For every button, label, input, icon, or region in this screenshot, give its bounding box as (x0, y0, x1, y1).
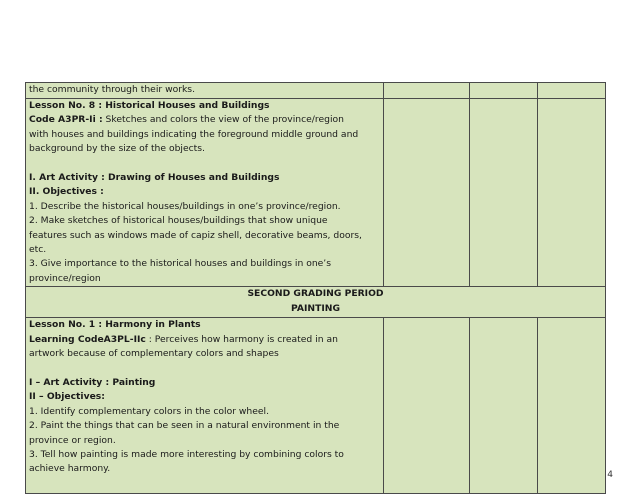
lesson-8-objective-line: 3. Give importance to the historical houses and buildings in one’s (29, 258, 332, 270)
lesson-1-objective-line: 1. Identify complementary colors in the color wheel. (29, 405, 270, 417)
table-row-lesson-8 (26, 99, 606, 287)
lesson-1-activity: I – Art Activity : Painting (29, 376, 156, 388)
lesson-8-objective-line: province/region (29, 272, 101, 284)
lesson-8-objective-line: 1. Describe the historical houses/buildings in one’s province/region. (29, 200, 341, 212)
lesson-8-code-text: Sketches and colors the view of the province/region (102, 114, 344, 126)
continued-cell (26, 83, 384, 99)
lesson-8-objective-line: features such as windows made of capiz shell, decorative beams, doors, (29, 229, 362, 241)
lesson-8-title: Lesson No. 8 : Historical Houses and Buildings (29, 100, 270, 111)
lesson-1-title: Lesson No. 1 : Harmony in Plants (29, 319, 201, 331)
lesson-1-objectives-label: II – Objectives: (29, 391, 105, 403)
lesson-1-desc-line: artwork because of complementary colors and shapes (29, 348, 279, 360)
lesson-1-objective-line: 2. Paint the things that can be seen in a natural environment in the (29, 420, 340, 432)
lesson-1-code-text: : Perceives how harmony is created in an (145, 333, 338, 345)
empty-cell (384, 83, 470, 99)
lesson-1-objective-line: province or region. (29, 434, 116, 446)
lesson-1-code-label: Learning CodeA3PL-IIc (29, 333, 146, 345)
page-number: 4 (607, 470, 613, 480)
table-row-lesson-1 (26, 318, 606, 494)
lesson-8-desc-line: with houses and buildings indicating the foreground middle ground and (29, 128, 359, 140)
continued-text: the community through their works. (29, 84, 196, 95)
empty-cell (538, 318, 606, 494)
lesson-1-cell (26, 318, 384, 494)
lesson-8-activity: I. Art Activity : Drawing of Houses and Buildings (29, 172, 280, 184)
lesson-8-cell (26, 99, 384, 287)
empty-cell (470, 99, 538, 287)
empty-cell (470, 318, 538, 494)
empty-cell (384, 318, 470, 494)
lesson-8-objective-line: 2. Make sketches of historical houses/buildings that show unique (29, 215, 328, 227)
grading-period-subject: PAINTING (290, 302, 341, 314)
lesson-1-objective-line: achieve harmony. (29, 463, 111, 475)
grading-period-header (26, 287, 606, 318)
empty-cell (538, 99, 606, 287)
lesson-1-objective-line: 3. Tell how painting is made more interesting by combining colors to (29, 448, 344, 460)
lesson-8-desc-line: background by the size of the objects. (29, 143, 205, 155)
table-row-continued (26, 83, 606, 99)
curriculum-table (25, 82, 606, 494)
lesson-8-objectives-label: II. Objectives : (29, 186, 104, 198)
empty-cell (384, 99, 470, 287)
lesson-8-objective-line: etc. (29, 244, 47, 256)
lesson-8-code-label: Code A3PR-Ii : (29, 114, 103, 126)
empty-cell (470, 83, 538, 99)
empty-cell (538, 83, 606, 99)
table-row-grading-period (26, 287, 606, 318)
grading-period-title: SECOND GRADING PERIOD (247, 288, 384, 300)
